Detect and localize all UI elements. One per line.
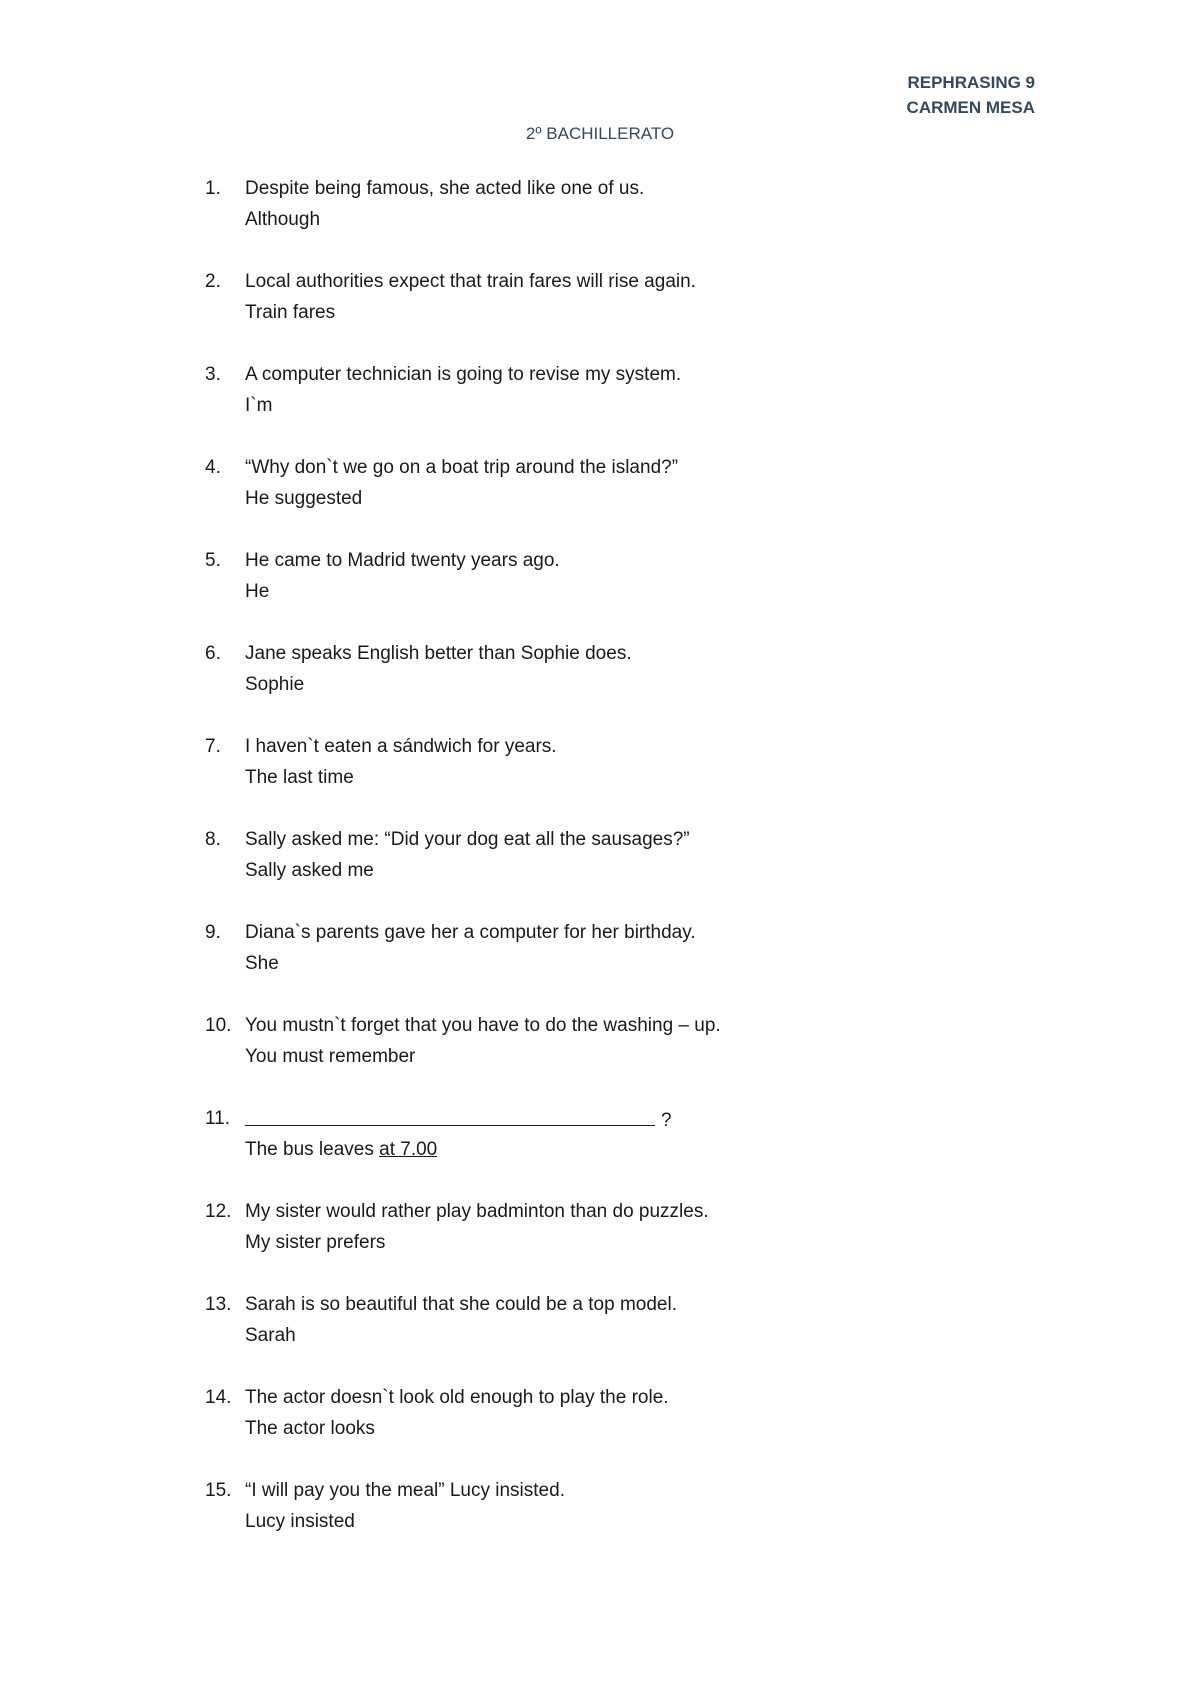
exercise-number: 1.: [205, 178, 221, 199]
rephrase-starter: Lucy insisted: [245, 1511, 355, 1532]
exercise-prompt: The actor doesn`t look old enough to play the role.: [245, 1387, 669, 1408]
exercise-number: 9.: [205, 922, 221, 943]
exercise-number: 10.: [205, 1015, 232, 1036]
rephrase-starter: He: [245, 581, 270, 602]
exercise-number: 8.: [205, 829, 221, 850]
exercise-number: 13.: [205, 1294, 232, 1315]
rephrase-starter: The actor looks: [245, 1418, 375, 1439]
exercise-prompt: He came to Madrid twenty years ago.: [245, 550, 560, 571]
underlined-answer-part: at 7.00: [379, 1139, 438, 1160]
exercise-number: 15.: [205, 1480, 232, 1501]
exercise-number: 6.: [205, 643, 221, 664]
starter-text: The bus leaves: [245, 1139, 380, 1160]
exercise-number: 12.: [205, 1201, 232, 1222]
exercise-prompt: Jane speaks English better than Sophie does.: [245, 643, 632, 664]
worksheet-title: REPHRASING 9: [907, 73, 1035, 92]
header-block: [907, 70, 1035, 120]
rephrase-starter: She: [245, 953, 279, 974]
course-level: 2º BACHILLERATO: [525, 124, 675, 143]
rephrase-starter: [245, 1134, 437, 1165]
question-mark: ?: [661, 1110, 672, 1131]
exercise-prompt: I haven`t eaten a sándwich for years.: [245, 736, 557, 757]
exercise-number: 11.: [205, 1108, 231, 1129]
exercise-number: 5.: [205, 550, 221, 571]
exercise-prompt: You mustn`t forget that you have to do the washing – up.: [245, 1015, 721, 1036]
exercise-number: 7.: [205, 736, 221, 757]
exercise-number: 14.: [205, 1387, 232, 1408]
rephrase-starter: Although: [245, 209, 321, 230]
exercise-prompt: “Why don`t we go on a boat trip around the island?”: [245, 457, 679, 478]
rephrase-starter: You must remember: [245, 1046, 416, 1067]
exercise-prompt: My sister would rather play badminton than do puzzles.: [245, 1201, 709, 1222]
rephrase-starter: Sally asked me: [245, 860, 374, 881]
rephrase-starter: He suggested: [245, 488, 363, 509]
rephrase-starter: My sister prefers: [245, 1232, 386, 1253]
rephrase-starter: Sarah: [245, 1325, 296, 1346]
question-blank-line: [245, 1103, 672, 1136]
exercise-number: 4.: [205, 457, 221, 478]
rephrase-starter: I`m: [245, 395, 273, 416]
exercise-prompt: Sarah is so beautiful that she could be a top model.: [245, 1294, 677, 1315]
rephrase-starter: Sophie: [245, 674, 305, 695]
exercise-number: 3.: [205, 364, 221, 385]
answer-blank[interactable]: [245, 1103, 655, 1126]
rephrase-starter: Train fares: [245, 302, 336, 323]
exercise-number: 2.: [205, 271, 221, 292]
exercise-prompt: A computer technician is going to revise my system.: [245, 364, 682, 385]
exercise-prompt: Local authorities expect that train fares will rise again.: [245, 271, 696, 292]
exercise-prompt: Sally asked me: “Did your dog eat all the sausages?”: [245, 829, 690, 850]
author-name: CARMEN MESA: [906, 98, 1035, 117]
exercise-prompt: Diana`s parents gave her a computer for her birthday.: [245, 922, 696, 943]
exercise-prompt: Despite being famous, she acted like one of us.: [245, 178, 645, 199]
exercise-prompt: “I will pay you the meal” Lucy insisted.: [245, 1480, 565, 1501]
rephrase-starter: The last time: [245, 767, 354, 788]
